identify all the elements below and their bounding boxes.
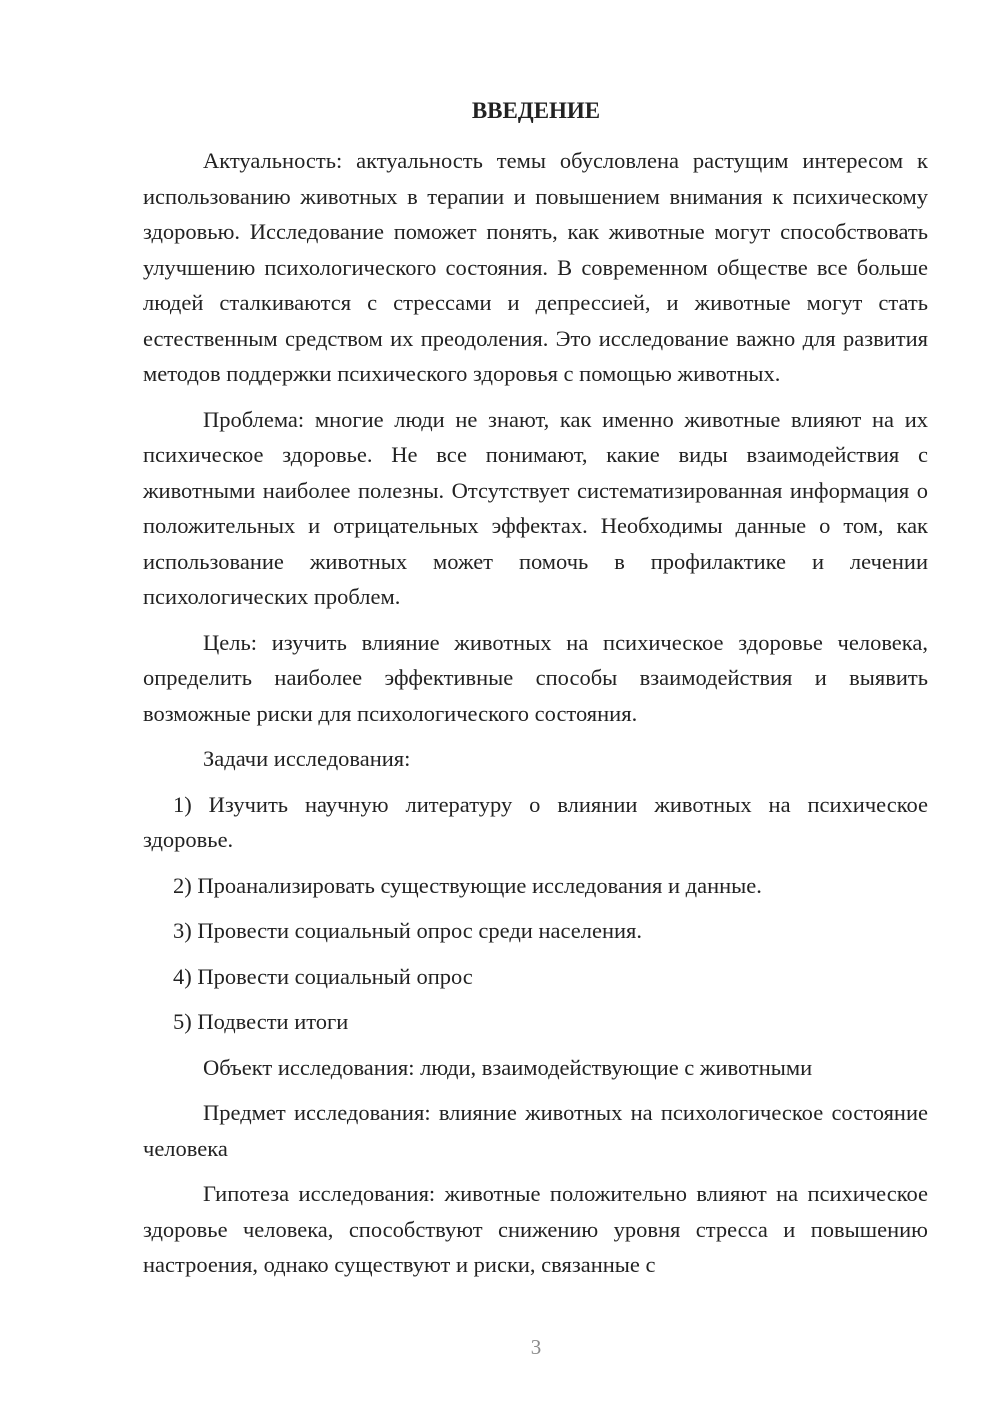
page-title: ВВЕДЕНИЕ bbox=[471, 98, 601, 123]
paragraph-relevance: Актуальность: актуальность темы обусловлена растущим интересом к использованию животных в терапии и повышением внимания к психическому здоровью. Исследование поможет понять, как животные могут способствовать улучшению психологического состояния. В современном обществе все больше людей сталкиваются с стрессами и депрессией, и животные могут стать естественным средством их преодоления. Это исследование важно для развития методов поддержки психического здоровья с помощью животных. bbox=[143, 148, 928, 386]
task-item-1: 1) Изучить научную литературу о влиянии животных на психическое здоровье. bbox=[143, 791, 928, 852]
task-item-3: 3) Провести социальный опрос среди населения. bbox=[173, 918, 643, 943]
paragraph-hypothesis: Гипотеза исследования: животные положительно влияют на психическое здоровье человека, способствуют снижению уровня стресса и повышению настроения, однако существуют и риски, связанные с bbox=[143, 1181, 928, 1277]
page-number: 3 bbox=[530, 1335, 542, 1359]
paragraph-subject: Предмет исследования: влияние животных на психологическое состояние человека bbox=[143, 1100, 928, 1161]
paragraph-object: Объект исследования: люди, взаимодействующие с животными bbox=[203, 1054, 813, 1080]
body-text bbox=[143, 143, 928, 1293]
task-item-5: 5) Подвести итоги bbox=[173, 1009, 349, 1034]
task-item-2: 2) Проанализировать существующие исследования и данные. bbox=[173, 872, 762, 898]
paragraph-problem: Проблема: многие люди не знают, как именно животные влияют на их психическое здоровье. Не все понимают, какие виды взаимодействия с животными наиболее полезны. Отсутствует систематизированная информация о положительных и отрицательных эффектах. Необходимы данные о том, как использование животных может помочь в профилактике и лечении психологических проблем. bbox=[143, 406, 928, 609]
paragraph-goal: Цель: изучить влияние животных на психическое здоровье человека, определить наиболее эффективные способы взаимодействия и выявить возможные риски для психологического состояния. bbox=[143, 629, 928, 726]
task-item-4: 4) Провести социальный опрос bbox=[173, 963, 473, 989]
tasks-heading: Задачи исследования: bbox=[203, 746, 411, 771]
